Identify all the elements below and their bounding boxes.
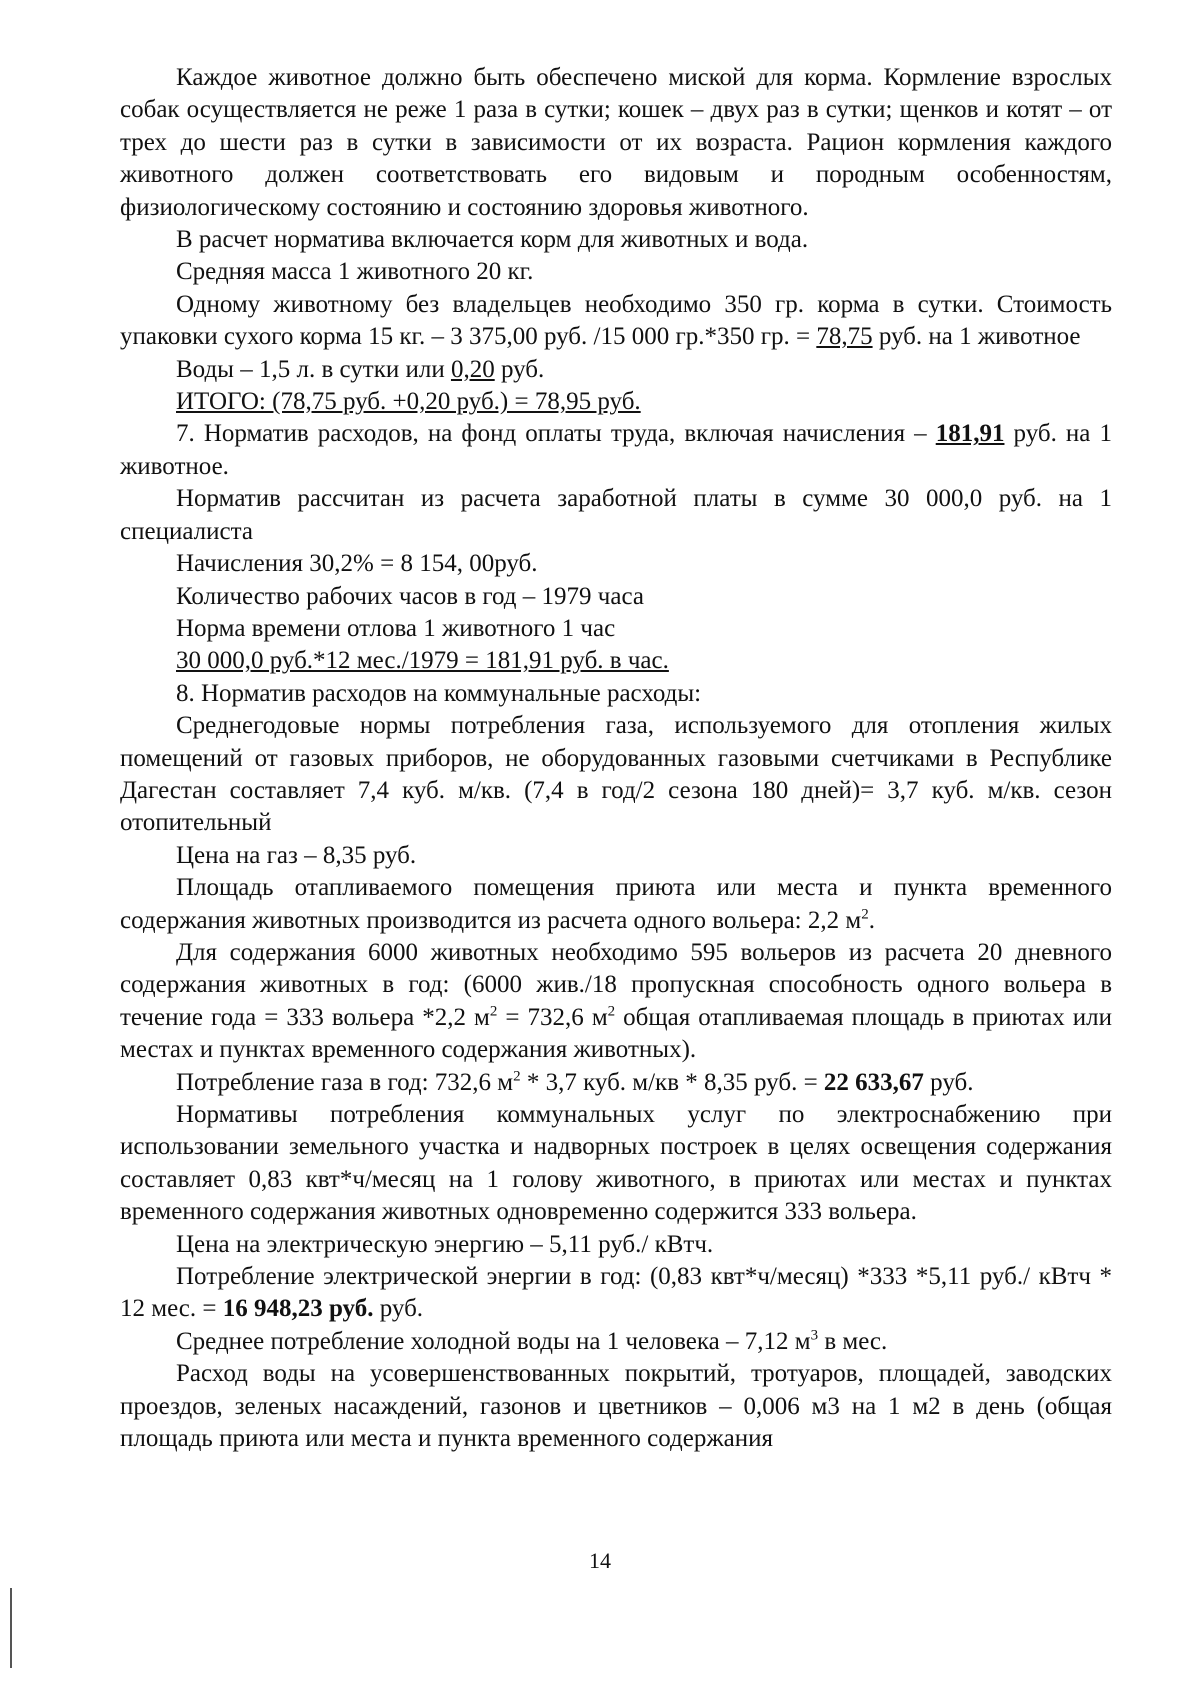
water-text: Воды – 1,5 л. в сутки или: [176, 355, 451, 383]
paragraph-cold-water: [120, 1326, 1112, 1358]
enclosures-text-1: Для содержания 6000 животных необходимо 595 вольеров из расчета 20 дневного содержания животных в год: (6000 жив./18 пропускная способность одного вольера в течение года = 333 вольера *2,2 м: [120, 938, 1112, 1031]
paragraph-enclosures: [120, 937, 1112, 1067]
gas-consumption-formula: * 3,7 куб. м/кв * 8,35 руб. =: [520, 1068, 824, 1096]
water-cost-value: 0,20: [450, 355, 495, 383]
feed-calc-text: Одному животному без владельцев необходимо 350 гр. корма в сутки. Стоимость упаковки сухого корма 15 кг. – 3 375,00 руб. /15 000 гр.*350 гр. =: [120, 290, 1112, 351]
superscript: 2: [607, 1003, 616, 1020]
paragraph-heated-area: [120, 872, 1112, 937]
heated-area-text: Площадь отапливаемого помещения приюта или места и пункта временного содержания животных производится из расчета одного вольера: 2,2 м: [120, 874, 1112, 934]
enclosures-text-3: общая отапливаемая площадь в приютах или местах и пунктах временного содержания животных).: [120, 1003, 1112, 1064]
superscript: 2: [489, 1003, 498, 1020]
page-body: [120, 62, 1112, 1455]
feed-total-text: ИТОГО: (78,75 руб. +0,20 руб.) = 78,95 руб.: [176, 388, 641, 416]
paragraph-water-surfaces: Расход воды на усовершенствованных покрытий, тротуаров, площадей, заводских проездов, зеленых насаждений, газонов и цветников – 0,006 м3 на 1 м2 в день (общая площадь приюта или места и пункта временного содержания: [120, 1360, 1112, 1453]
labor-norm-text: 7. Норматив расходов, на фонд оплаты труда, включая начисления –: [176, 420, 936, 448]
paragraph-norm-includes: В расчет норматива включается корм для животных и вода.: [176, 226, 809, 254]
electricity-consumption-text: Потребление электрической энергии в год: (0,83 квт*ч/месяц) *333 *5,11 руб./ кВтч * 12 мес. =: [120, 1263, 1112, 1323]
paragraph-electricity-consumption: [120, 1261, 1112, 1326]
water-tail: руб.: [494, 355, 545, 383]
gas-consumption-value: 22 633,67: [823, 1068, 924, 1096]
electricity-consumption-tail: руб.: [373, 1295, 424, 1323]
paragraph-feed-calc: [120, 289, 1112, 354]
superscript: 2: [861, 906, 869, 923]
feed-cost-value: 78,75: [816, 323, 873, 351]
paragraph-avg-mass: Средняя масса 1 животного 20 кг.: [176, 258, 534, 286]
labor-line-time-norm: Норма времени отлова 1 животного 1 час: [176, 614, 616, 642]
labor-line-hours: Количество рабочих часов в год – 1979 часа: [176, 582, 644, 610]
gas-consumption-tail: руб.: [923, 1068, 974, 1096]
page-number: 14: [589, 1548, 611, 1573]
labor-formula-line: [120, 645, 1112, 677]
paragraph-gas-norm: Среднегодовые нормы потребления газа, используемого для отопления жилых помещений от газовых приборов, не оборудованных газовыми счетчиками в Республике Дагестан составляет 7,4 куб. м/кв. (7,4 в год/2 сезона 180 дней)= 3,7 куб. м/кв. сезон отопительный: [120, 712, 1112, 837]
utilities-heading: 8. Норматив расходов на коммунальные расходы:: [176, 679, 702, 707]
paragraph-salary-basis: Норматив рассчитан из расчета заработной платы в сумме 30 000,0 руб. на 1 специалиста: [120, 485, 1112, 545]
electricity-consumption-value: 16 948,23 руб.: [222, 1295, 374, 1323]
superscript: 2: [513, 1068, 521, 1085]
labor-norm-tail: руб. на 1 животное.: [120, 420, 1112, 480]
paragraph-gas-price: Цена на газ – 8,35 руб.: [176, 841, 417, 869]
paragraph-electricity-price: Цена на электрическую энергию – 5,11 руб./ кВтч.: [176, 1230, 714, 1258]
enclosures-text-2: = 732,6 м: [497, 1003, 608, 1031]
heated-area-tail: .: [868, 906, 875, 934]
paragraph-feed-total: [120, 386, 1112, 418]
paragraph-labor-norm: [120, 418, 1112, 483]
feed-calc-tail: руб. на 1 животное: [872, 323, 1081, 351]
labor-line-accruals: Начисления 30,2% = 8 154, 00руб.: [176, 550, 538, 578]
scan-edge-mark: [10, 1588, 12, 1668]
superscript: 3: [810, 1327, 819, 1344]
labor-norm-value: 181,91: [935, 420, 1005, 448]
labor-lines: [120, 548, 1112, 710]
cold-water-text: Среднее потребление холодной воды на 1 человека – 7,12 м: [176, 1327, 811, 1355]
paragraph-gas-consumption: [120, 1067, 1112, 1099]
paragraph-water: [120, 354, 1112, 386]
cold-water-tail: в мес.: [818, 1327, 888, 1355]
paragraph-electricity-norm: Нормативы потребления коммунальных услуг по электроснабжению при использовании земельного участка и надворных построек в целях освещения содержания составляет 0,83 квт*ч/месяц на 1 голову животного, в приютах или местах и пунктах временного содержания животных одновременно содержится 333 вольера.: [120, 1101, 1112, 1226]
labor-formula: 30 000,0 руб.*12 мес./1979 = 181,91 руб. в час.: [176, 647, 669, 675]
gas-consumption-text: Потребление газа в год: 732,6 м: [176, 1068, 514, 1096]
paragraph-feeding: Каждое животное должно быть обеспечено миской для корма. Кормление взрослых собак осуществляется не реже 1 раза в сутки; кошек – двух раз в сутки; щенков и котят – от трех до шести раз в сутки в зависимости от их возраста. Рацион кормления каждого животного должен соответствовать его видовым и породным особенностям, физиологическому состоянию и состоянию здоровья животного.: [120, 64, 1112, 221]
